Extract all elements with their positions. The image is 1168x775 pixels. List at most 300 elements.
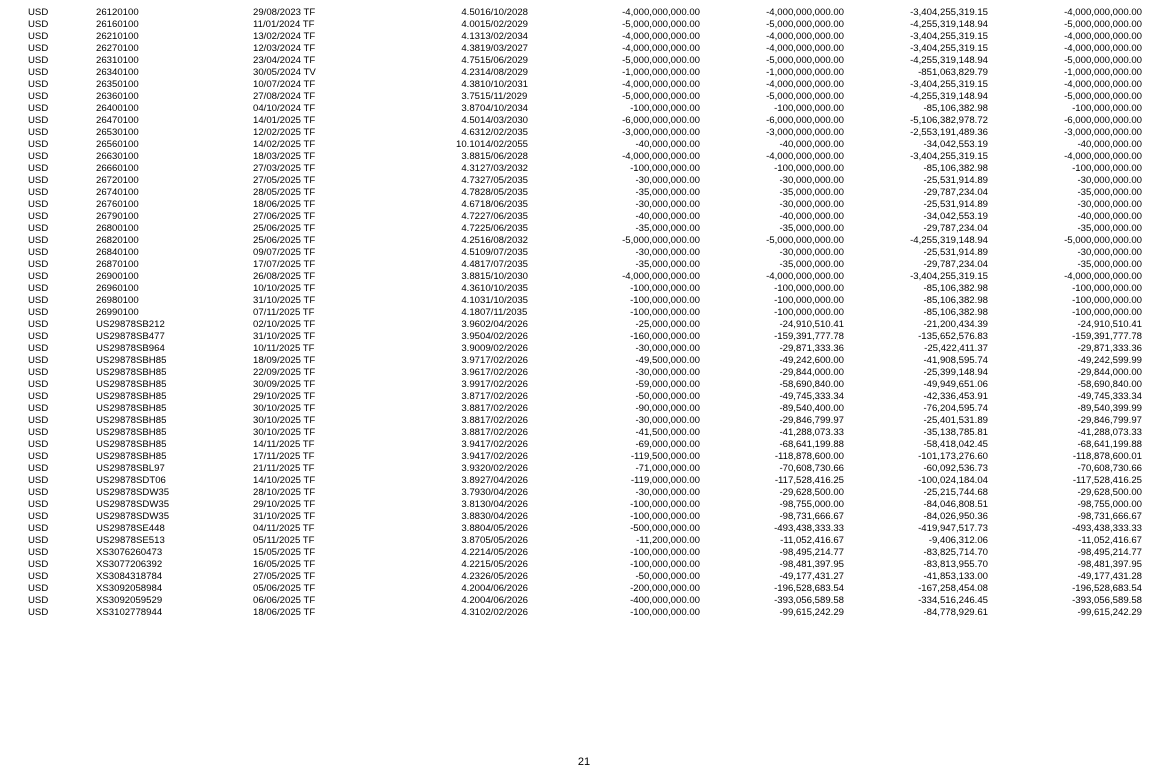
table-row — [28, 43, 1142, 55]
table-row — [28, 91, 1142, 103]
table-row — [28, 535, 1142, 547]
fair-value-cell: -196,528,683.54 — [1072, 583, 1142, 594]
fair-value-cell: -100,000,000.00 — [1072, 307, 1142, 318]
fair-value-cell: -100,000,000.00 — [1072, 295, 1142, 306]
currency-cell: USD — [28, 259, 49, 270]
maturity-date-cell: 04/02/2026 — [480, 331, 529, 342]
currency-cell: USD — [28, 19, 49, 30]
rate-cell: 4.23 — [461, 571, 480, 582]
maturity-date-cell: 09/02/2026 — [480, 343, 529, 354]
converted-amount-cell: -85,106,382.98 — [923, 295, 988, 306]
issue-date-type-cell: 10/10/2025 TF — [253, 283, 316, 294]
issue-date-type-cell: 27/03/2025 TF — [253, 163, 316, 174]
table-row — [28, 331, 1142, 343]
fair-value-cell: -98,731,666.67 — [1077, 511, 1142, 522]
currency-cell: USD — [28, 175, 49, 186]
carrying-amount-cell: -159,391,777.78 — [774, 331, 844, 342]
rate-cell: 4.25 — [461, 235, 480, 246]
maturity-date-cell: 17/02/2026 — [480, 403, 529, 414]
table-row — [28, 607, 1142, 619]
issue-date-type-cell: 25/06/2025 TF — [253, 235, 316, 246]
rate-cell: 3.88 — [461, 523, 480, 534]
issue-date-type-cell: 14/11/2025 TF — [253, 439, 315, 450]
rate-cell: 3.88 — [461, 403, 480, 414]
instrument-code-cell: 26400100 — [96, 103, 139, 114]
fair-value-cell: -35,000,000.00 — [1077, 223, 1142, 234]
nominal-amount-cell: -30,000,000.00 — [635, 367, 700, 378]
nominal-amount-cell: -100,000,000.00 — [630, 547, 700, 558]
converted-amount-cell: -3,404,255,319.15 — [910, 43, 988, 54]
carrying-amount-cell: -117,528,416.25 — [774, 475, 844, 486]
instrument-code-cell: US29878SBH85 — [96, 367, 167, 378]
nominal-amount-cell: -100,000,000.00 — [630, 511, 700, 522]
carrying-amount-cell: -40,000,000.00 — [779, 211, 844, 222]
nominal-amount-cell: -100,000,000.00 — [630, 559, 700, 570]
fair-value-cell: -4,000,000,000.00 — [1064, 79, 1142, 90]
maturity-date-cell: 19/03/2027 — [480, 43, 529, 54]
converted-amount-cell: -60,092,536.73 — [923, 463, 988, 474]
maturity-date-cell: 04/06/2026 — [480, 583, 529, 594]
converted-amount-cell: -29,787,234.04 — [923, 223, 988, 234]
instrument-code-cell: 26360100 — [96, 91, 139, 102]
maturity-date-cell: 02/02/2026 — [480, 607, 529, 618]
nominal-amount-cell: -5,000,000,000.00 — [622, 19, 700, 30]
converted-amount-cell: -851,063,829.79 — [918, 67, 988, 78]
issue-date-type-cell: 31/10/2025 TF — [253, 331, 316, 342]
instrument-code-cell: XS3102778944 — [96, 607, 163, 618]
fair-value-cell: -99,615,242.29 — [1077, 607, 1142, 618]
issue-date-type-cell: 29/10/2025 TF — [253, 391, 316, 402]
rate-cell: 4.67 — [461, 199, 480, 210]
converted-amount-cell: -83,813,955.70 — [923, 559, 988, 570]
nominal-amount-cell: -100,000,000.00 — [630, 283, 700, 294]
currency-cell: USD — [28, 391, 49, 402]
carrying-amount-cell: -30,000,000.00 — [779, 247, 844, 258]
table-row — [28, 223, 1142, 235]
maturity-date-cell: 17/02/2026 — [480, 427, 529, 438]
converted-amount-cell: -29,787,234.04 — [923, 259, 988, 270]
nominal-amount-cell: -30,000,000.00 — [635, 175, 700, 186]
currency-cell: USD — [28, 127, 49, 138]
nominal-amount-cell: -59,000,000.00 — [635, 379, 700, 390]
maturity-date-cell: 17/02/2026 — [480, 355, 529, 366]
issue-date-type-cell: 25/06/2025 TF — [253, 223, 316, 234]
converted-amount-cell: -84,778,929.61 — [923, 607, 988, 618]
nominal-amount-cell: -6,000,000,000.00 — [622, 115, 700, 126]
carrying-amount-cell: -100,000,000.00 — [774, 103, 844, 114]
fair-value-cell: -41,288,073.33 — [1077, 427, 1142, 438]
nominal-amount-cell: -100,000,000.00 — [630, 103, 700, 114]
carrying-amount-cell: -70,608,730.66 — [779, 463, 844, 474]
converted-amount-cell: -419,947,517.73 — [918, 523, 988, 534]
currency-cell: USD — [28, 367, 49, 378]
carrying-amount-cell: -49,242,600.00 — [779, 355, 844, 366]
currency-cell: USD — [28, 583, 49, 594]
fair-value-cell: -100,000,000.00 — [1072, 103, 1142, 114]
maturity-date-cell: 04/10/2034 — [480, 103, 529, 114]
nominal-amount-cell: -11,200,000.00 — [636, 535, 700, 546]
instrument-code-cell: 26120100 — [96, 7, 139, 18]
fair-value-cell: -3,000,000,000.00 — [1064, 127, 1142, 138]
table-row — [28, 139, 1142, 151]
maturity-date-cell: 04/06/2026 — [480, 595, 529, 606]
converted-amount-cell: -4,255,319,148.94 — [910, 55, 988, 66]
nominal-amount-cell: -4,000,000,000.00 — [622, 7, 700, 18]
carrying-amount-cell: -1,000,000,000.00 — [766, 67, 844, 78]
fair-value-cell: -5,000,000,000.00 — [1064, 19, 1142, 30]
table-row — [28, 511, 1142, 523]
carrying-amount-cell: -11,052,416.67 — [780, 535, 844, 546]
table-row — [28, 571, 1142, 583]
converted-amount-cell: -85,106,382.98 — [923, 103, 988, 114]
fair-value-cell: -70,608,730.66 — [1077, 463, 1142, 474]
maturity-date-cell: 10/10/2035 — [480, 283, 529, 294]
fair-value-cell: -159,391,777.78 — [1072, 331, 1142, 342]
converted-amount-cell: -25,531,914.89 — [923, 199, 988, 210]
currency-cell: USD — [28, 499, 49, 510]
table-row — [28, 103, 1142, 115]
debt-ledger-table — [28, 7, 1142, 619]
fair-value-cell: -29,844,000.00 — [1077, 367, 1142, 378]
page-number: 21 — [577, 756, 591, 768]
instrument-code-cell: US29878SBH85 — [96, 451, 167, 462]
issue-date-type-cell: 28/10/2025 TF — [253, 487, 316, 498]
nominal-amount-cell: -4,000,000,000.00 — [622, 43, 700, 54]
instrument-code-cell: 26270100 — [96, 43, 139, 54]
table-row — [28, 79, 1142, 91]
maturity-date-cell: 17/02/2026 — [480, 451, 529, 462]
carrying-amount-cell: -393,056,589.58 — [774, 595, 844, 606]
rate-cell: 4.20 — [461, 583, 480, 594]
converted-amount-cell: -4,255,319,148.94 — [910, 19, 988, 30]
carrying-amount-cell: -41,288,073.33 — [779, 427, 844, 438]
converted-amount-cell: -35,138,785.81 — [923, 427, 988, 438]
table-row — [28, 451, 1142, 463]
maturity-date-cell: 09/07/2035 — [480, 247, 529, 258]
currency-cell: USD — [28, 475, 49, 486]
currency-cell: USD — [28, 55, 49, 66]
carrying-amount-cell: -40,000,000.00 — [779, 139, 844, 150]
instrument-code-cell: US29878SBH85 — [96, 415, 167, 426]
converted-amount-cell: -49,949,651.06 — [923, 379, 988, 390]
fair-value-cell: -40,000,000.00 — [1077, 139, 1142, 150]
rate-cell: 3.88 — [461, 415, 480, 426]
maturity-date-cell: 15/06/2029 — [480, 55, 529, 66]
converted-amount-cell: -58,418,042.45 — [923, 439, 988, 450]
instrument-code-cell: 26210100 — [96, 31, 139, 42]
currency-cell: USD — [28, 235, 49, 246]
instrument-code-cell: US29878SBL97 — [96, 463, 165, 474]
issue-date-type-cell: 06/06/2025 TF — [253, 595, 316, 606]
maturity-date-cell: 30/04/2026 — [480, 499, 529, 510]
rate-cell: 3.87 — [461, 391, 480, 402]
rate-cell: 4.72 — [461, 223, 480, 234]
instrument-code-cell: US29878SBH85 — [96, 403, 167, 414]
issue-date-type-cell: 10/07/2024 TF — [253, 79, 316, 90]
rate-cell: 3.94 — [461, 439, 480, 450]
table-row — [28, 235, 1142, 247]
nominal-amount-cell: -30,000,000.00 — [635, 415, 700, 426]
table-row — [28, 295, 1142, 307]
instrument-code-cell: US29878SE448 — [96, 523, 165, 534]
fair-value-cell: -5,000,000,000.00 — [1064, 91, 1142, 102]
currency-cell: USD — [28, 79, 49, 90]
table-row — [28, 307, 1142, 319]
nominal-amount-cell: -69,000,000.00 — [635, 439, 700, 450]
converted-amount-cell: -334,516,246.45 — [918, 595, 988, 606]
table-row — [28, 487, 1142, 499]
currency-cell: USD — [28, 31, 49, 42]
instrument-code-cell: 26760100 — [96, 199, 139, 210]
issue-date-type-cell: 18/03/2025 TF — [253, 151, 316, 162]
converted-amount-cell: -4,255,319,148.94 — [910, 91, 988, 102]
converted-amount-cell: -84,026,950.36 — [923, 511, 988, 522]
converted-amount-cell: -4,255,319,148.94 — [910, 235, 988, 246]
table-row — [28, 367, 1142, 379]
instrument-code-cell: 26740100 — [96, 187, 139, 198]
maturity-date-cell: 30/04/2026 — [480, 511, 529, 522]
instrument-code-cell: 26530100 — [96, 127, 139, 138]
nominal-amount-cell: -35,000,000.00 — [635, 259, 700, 270]
currency-cell: USD — [28, 331, 49, 342]
currency-cell: USD — [28, 355, 49, 366]
carrying-amount-cell: -98,731,666.67 — [779, 511, 844, 522]
table-row — [28, 115, 1142, 127]
fair-value-cell: -4,000,000,000.00 — [1064, 31, 1142, 42]
instrument-code-cell: US29878SB212 — [96, 319, 165, 330]
rate-cell: 4.36 — [461, 283, 480, 294]
table-row — [28, 151, 1142, 163]
table-row — [28, 391, 1142, 403]
rate-cell: 4.20 — [461, 595, 480, 606]
instrument-code-cell: US29878SB964 — [96, 343, 165, 354]
maturity-date-cell: 16/08/2032 — [480, 235, 529, 246]
rate-cell: 4.51 — [461, 247, 480, 258]
carrying-amount-cell: -30,000,000.00 — [779, 175, 844, 186]
rate-cell: 4.18 — [461, 307, 480, 318]
table-row — [28, 319, 1142, 331]
maturity-date-cell: 12/02/2035 — [480, 127, 529, 138]
issue-date-type-cell: 12/02/2025 TF — [253, 127, 316, 138]
currency-cell: USD — [28, 43, 49, 54]
table-row — [28, 499, 1142, 511]
converted-amount-cell: -85,106,382.98 — [923, 307, 988, 318]
rate-cell: 4.48 — [461, 259, 480, 270]
issue-date-type-cell: 04/10/2024 TF — [253, 103, 316, 114]
table-row — [28, 187, 1142, 199]
fair-value-cell: -493,438,333.33 — [1072, 523, 1142, 534]
currency-cell: USD — [28, 7, 49, 18]
nominal-amount-cell: -90,000,000.00 — [635, 403, 700, 414]
table-row — [28, 175, 1142, 187]
table-row — [28, 343, 1142, 355]
fair-value-cell: -58,690,840.00 — [1077, 379, 1142, 390]
currency-cell: USD — [28, 271, 49, 282]
instrument-code-cell: US29878SBH85 — [96, 427, 167, 438]
fair-value-cell: -29,846,799.97 — [1077, 415, 1142, 426]
nominal-amount-cell: -25,000,000.00 — [635, 319, 700, 330]
converted-amount-cell: -3,404,255,319.15 — [910, 79, 988, 90]
rate-cell: 3.89 — [461, 475, 480, 486]
rate-cell: 3.88 — [461, 271, 480, 282]
rate-cell: 3.81 — [461, 499, 480, 510]
nominal-amount-cell: -30,000,000.00 — [635, 247, 700, 258]
maturity-date-cell: 17/02/2026 — [480, 439, 529, 450]
carrying-amount-cell: -29,846,799.97 — [779, 415, 844, 426]
carrying-amount-cell: -29,628,500.00 — [779, 487, 844, 498]
issue-date-type-cell: 02/10/2025 TF — [253, 319, 316, 330]
currency-cell: USD — [28, 151, 49, 162]
nominal-amount-cell: -400,000,000.00 — [630, 595, 700, 606]
fair-value-cell: -5,000,000,000.00 — [1064, 235, 1142, 246]
maturity-date-cell: 14/05/2026 — [480, 547, 529, 558]
maturity-date-cell: 13/02/2034 — [480, 31, 529, 42]
rate-cell: 3.95 — [461, 331, 480, 342]
instrument-code-cell: 26820100 — [96, 235, 139, 246]
currency-cell: USD — [28, 535, 49, 546]
carrying-amount-cell: -49,177,431.27 — [779, 571, 844, 582]
fair-value-cell: -35,000,000.00 — [1077, 187, 1142, 198]
converted-amount-cell: -25,215,744.68 — [923, 487, 988, 498]
fair-value-cell: -100,000,000.00 — [1072, 283, 1142, 294]
instrument-code-cell: 26560100 — [96, 139, 139, 150]
instrument-code-cell: 26470100 — [96, 115, 139, 126]
issue-date-type-cell: 23/04/2024 TF — [253, 55, 316, 66]
instrument-code-cell: US29878SBH85 — [96, 379, 167, 390]
issue-date-type-cell: 27/06/2025 TF — [253, 211, 316, 222]
converted-amount-cell: -83,825,714.70 — [923, 547, 988, 558]
nominal-amount-cell: -100,000,000.00 — [630, 163, 700, 174]
issue-date-type-cell: 10/11/2025 TF — [253, 343, 315, 354]
rate-cell: 4.23 — [461, 67, 480, 78]
instrument-code-cell: US29878SB477 — [96, 331, 165, 342]
carrying-amount-cell: -98,495,214.77 — [779, 547, 844, 558]
table-row — [28, 55, 1142, 67]
nominal-amount-cell: -500,000,000.00 — [630, 523, 700, 534]
converted-amount-cell: -84,046,808.51 — [923, 499, 988, 510]
table-row — [28, 463, 1142, 475]
nominal-amount-cell: -30,000,000.00 — [635, 343, 700, 354]
instrument-code-cell: US29878SBH85 — [96, 355, 167, 366]
nominal-amount-cell: -160,000,000.00 — [630, 331, 700, 342]
fair-value-cell: -35,000,000.00 — [1077, 259, 1142, 270]
maturity-date-cell: 25/06/2035 — [480, 223, 529, 234]
maturity-date-cell: 17/02/2026 — [480, 379, 529, 390]
converted-amount-cell: -3,404,255,319.15 — [910, 31, 988, 42]
fair-value-cell: -1,000,000,000.00 — [1064, 67, 1142, 78]
rate-cell: 3.87 — [461, 103, 480, 114]
converted-amount-cell: -135,652,576.83 — [918, 331, 988, 342]
nominal-amount-cell: -35,000,000.00 — [635, 187, 700, 198]
fair-value-cell: -98,481,397.95 — [1077, 559, 1142, 570]
maturity-date-cell: 15/10/2030 — [480, 271, 529, 282]
currency-cell: USD — [28, 559, 49, 570]
currency-cell: USD — [28, 307, 49, 318]
table-row — [28, 523, 1142, 535]
instrument-code-cell: 26720100 — [96, 175, 139, 186]
currency-cell: USD — [28, 343, 49, 354]
fair-value-cell: -68,641,199.88 — [1077, 439, 1142, 450]
carrying-amount-cell: -100,000,000.00 — [774, 307, 844, 318]
issue-date-type-cell: 09/07/2025 TF — [253, 247, 316, 258]
table-row — [28, 583, 1142, 595]
currency-cell: USD — [28, 379, 49, 390]
carrying-amount-cell: -35,000,000.00 — [779, 223, 844, 234]
nominal-amount-cell: -50,000,000.00 — [635, 571, 700, 582]
instrument-code-cell: US29878SBH85 — [96, 391, 167, 402]
currency-cell: USD — [28, 283, 49, 294]
rate-cell: 4.50 — [461, 7, 480, 18]
rate-cell: 4.00 — [461, 19, 480, 30]
issue-date-type-cell: 12/03/2024 TF — [253, 43, 316, 54]
table-row — [28, 163, 1142, 175]
rate-cell: 3.99 — [461, 379, 480, 390]
fair-value-cell: -11,052,416.67 — [1078, 535, 1142, 546]
table-row — [28, 283, 1142, 295]
carrying-amount-cell: -4,000,000,000.00 — [766, 43, 844, 54]
instrument-code-cell: 26800100 — [96, 223, 139, 234]
currency-cell: USD — [28, 103, 49, 114]
issue-date-type-cell: 30/10/2025 TF — [253, 427, 316, 438]
issue-date-type-cell: 26/08/2025 TF — [253, 271, 316, 282]
issue-date-type-cell: 22/09/2025 TF — [253, 367, 316, 378]
maturity-date-cell: 27/05/2035 — [480, 175, 529, 186]
maturity-date-cell: 02/04/2026 — [480, 319, 529, 330]
table-row — [28, 67, 1142, 79]
currency-cell: USD — [28, 487, 49, 498]
currency-cell: USD — [28, 91, 49, 102]
issue-date-type-cell: 17/07/2025 TF — [253, 259, 316, 270]
table-row — [28, 199, 1142, 211]
fair-value-cell: -5,000,000,000.00 — [1064, 55, 1142, 66]
converted-amount-cell: -25,422,411.37 — [924, 343, 988, 354]
currency-cell: USD — [28, 415, 49, 426]
rate-cell: 4.50 — [461, 115, 480, 126]
rate-cell: 4.31 — [461, 607, 480, 618]
currency-cell: USD — [28, 187, 49, 198]
fair-value-cell: -6,000,000,000.00 — [1064, 115, 1142, 126]
maturity-date-cell: 27/03/2032 — [480, 163, 529, 174]
carrying-amount-cell: -5,000,000,000.00 — [766, 55, 844, 66]
converted-amount-cell: -5,106,382,978.72 — [910, 115, 988, 126]
carrying-amount-cell: -49,745,333.34 — [779, 391, 844, 402]
rate-cell: 4.72 — [461, 211, 480, 222]
table-row — [28, 475, 1142, 487]
nominal-amount-cell: -30,000,000.00 — [635, 487, 700, 498]
converted-amount-cell: -21,200,434.39 — [923, 319, 988, 330]
converted-amount-cell: -25,531,914.89 — [923, 175, 988, 186]
table-row — [28, 19, 1142, 31]
currency-cell: USD — [28, 67, 49, 78]
fair-value-cell: -4,000,000,000.00 — [1064, 151, 1142, 162]
fair-value-cell: -118,878,600.01 — [1072, 451, 1142, 462]
nominal-amount-cell: -4,000,000,000.00 — [622, 31, 700, 42]
nominal-amount-cell: -100,000,000.00 — [630, 295, 700, 306]
carrying-amount-cell: -5,000,000,000.00 — [766, 235, 844, 246]
converted-amount-cell: -25,399,148.94 — [923, 367, 988, 378]
maturity-date-cell: 17/02/2026 — [480, 415, 529, 426]
converted-amount-cell: -29,787,234.04 — [923, 187, 988, 198]
carrying-amount-cell: -100,000,000.00 — [774, 163, 844, 174]
instrument-code-cell: 26340100 — [96, 67, 139, 78]
currency-cell: USD — [28, 403, 49, 414]
carrying-amount-cell: -35,000,000.00 — [779, 259, 844, 270]
issue-date-type-cell: 31/10/2025 TF — [253, 511, 316, 522]
carrying-amount-cell: -493,438,333.33 — [774, 523, 844, 534]
issue-date-type-cell: 30/05/2024 TV — [253, 67, 316, 78]
instrument-code-cell: XS3092058984 — [96, 583, 163, 594]
rate-cell: 3.88 — [461, 427, 480, 438]
